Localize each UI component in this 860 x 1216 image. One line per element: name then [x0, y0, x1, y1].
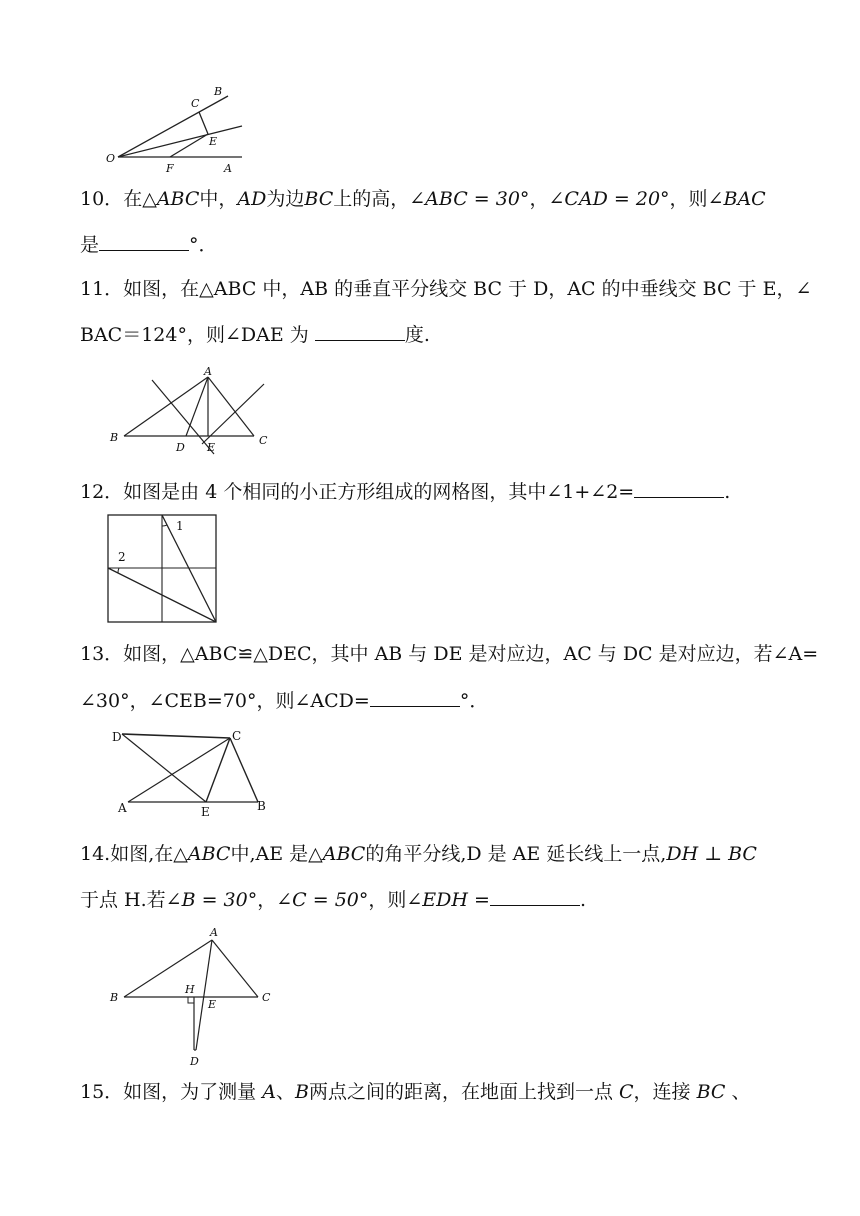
angle-2-label: 2 [118, 550, 126, 564]
q13-figure [108, 724, 278, 820]
q11-line1: 11．如图，在△ABC 中，AB 的垂直平分线交 BC 于 D，AC 的中垂线交 BC 于 E，∠ [80, 278, 812, 300]
q14-figure [104, 922, 284, 1072]
answer-blank[interactable] [370, 688, 460, 707]
label-E: E [207, 441, 216, 454]
label-B: B [110, 991, 119, 1004]
label-A: A [204, 365, 212, 378]
label-B: B [257, 799, 266, 813]
q10-line1: 10．在△ABC中，AD为边BC上的高，∠ABC = 30°，∠CAD = 20°，则∠BAC [80, 188, 766, 210]
q15-line1: 15．如图，为了测量 A、B两点之间的距离，在地面上找到一点 C，连接 BC 、 [80, 1081, 751, 1103]
answer-blank[interactable] [634, 479, 724, 498]
q11-figure [104, 362, 284, 458]
angle-figure-top [100, 84, 250, 176]
q13-line2: ∠30°，∠CEB=70°，则∠ACD= °． [80, 690, 489, 712]
q13-line1: 13．如图，△ABC≌△DEC，其中 AB 与 DE 是对应边，AC 与 DC 是对应边，若∠A= [80, 643, 819, 665]
label-B: B [110, 431, 119, 444]
q10-line2: 是 °． [80, 234, 218, 256]
label-E: E [208, 998, 217, 1011]
label-E: E [209, 135, 218, 148]
label-A: A [118, 801, 127, 815]
q11-line2: BAC＝124°，则∠DAE 为 度. [80, 324, 430, 346]
label-C: C [232, 729, 242, 743]
label-C: C [259, 434, 268, 447]
q12-line: 12．如图是由 4 个相同的小正方形组成的网格图，其中∠1+∠2= . [80, 481, 731, 503]
label-A: A [224, 162, 232, 175]
angle-1-label: 1 [176, 519, 184, 533]
label-C: C [191, 97, 200, 110]
label-B: B [214, 85, 223, 98]
q14-line1: 14.如图,在△ABC中,AE 是△ABC的角平分线,D 是 AE 延长线上一点,DH ⊥ BC [80, 843, 757, 865]
label-C: C [262, 991, 271, 1004]
answer-blank[interactable] [99, 232, 189, 251]
label-O: O [106, 152, 116, 165]
label-H: H [185, 983, 195, 996]
q14-line2: 于点 H.若∠B = 30°，∠C = 50°，则∠EDH = . [80, 889, 586, 911]
label-A: A [210, 926, 218, 939]
answer-blank[interactable] [315, 322, 405, 341]
label-E: E [201, 805, 210, 819]
answer-blank[interactable] [490, 887, 580, 906]
q12-grid-figure [104, 512, 224, 628]
label-D: D [176, 441, 185, 454]
label-F: F [166, 162, 174, 175]
label-D: D [112, 730, 122, 744]
label-D: D [190, 1055, 199, 1068]
